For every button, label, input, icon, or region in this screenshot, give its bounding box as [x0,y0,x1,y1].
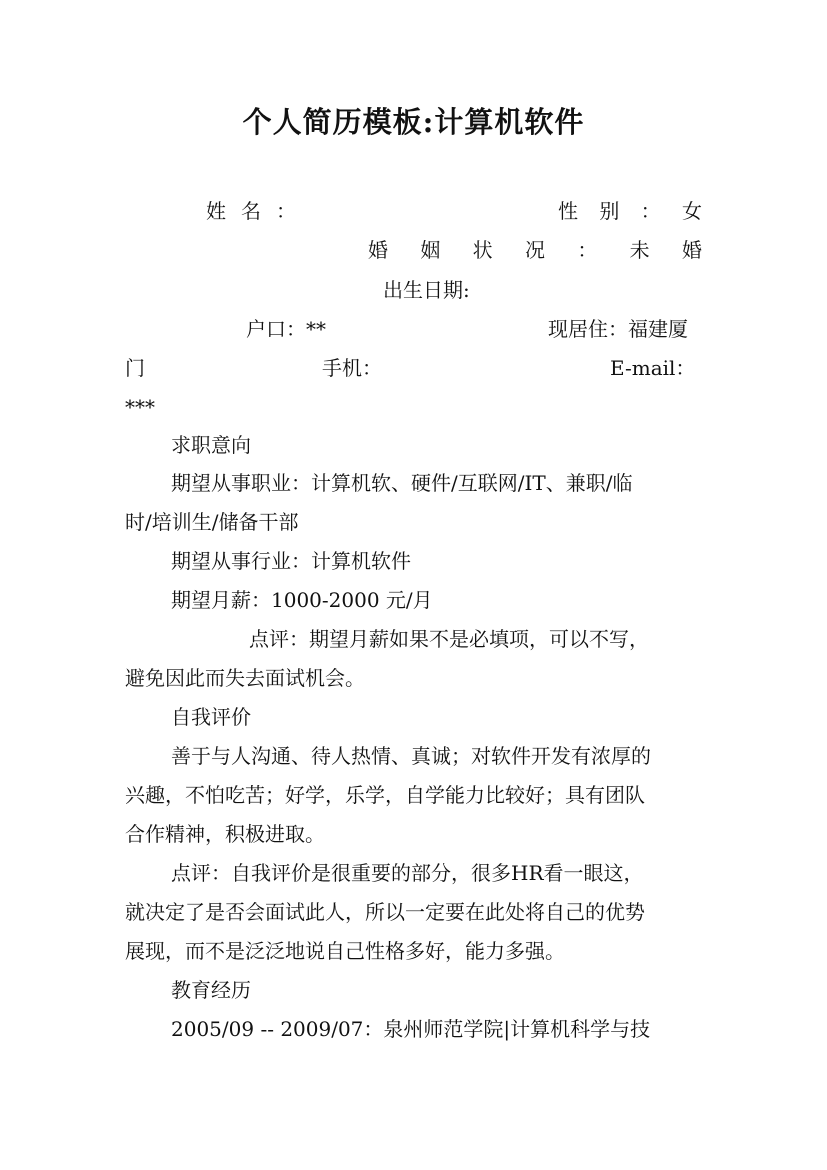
phone-label: 手机： [322,356,382,380]
birth-date-label: 出生日期: [383,278,470,302]
intent-salary: 期望月薪：1000-2000 元/月 [171,588,433,612]
self-evaluation-line-2: 兴趣，不怕吃苦；好学，乐学，自学能力比较好；具有团队 [125,783,645,807]
gender-field: 性 别 ： 女 [558,199,702,223]
education-line-1: 2005/09 -- 2009/07：泉州师范学院|计算机科学与技 [171,1017,651,1041]
job-intent-heading: 求职意向 [171,433,251,457]
email-label: E-mail： [610,356,696,380]
self-comment-line-2: 就决定了是否会面试此人，所以一定要在此处将自己的优势 [125,900,645,924]
self-comment-line-3: 展现，而不是泛泛地说自己性格多好，能力多强。 [125,939,565,963]
intent-job-line-2: 时/培训生/储备干部 [125,510,299,534]
self-comment-line-1: 点评：自我评价是很重要的部分，很多HR看一眼这， [171,861,644,885]
email-value: *** [125,395,155,419]
salary-comment-line-1: 点评：期望月薪如果不是必填项，可以不写， [249,627,649,651]
salary-comment-line-2: 避免因此而失去面试机会。 [125,666,365,690]
education-heading: 教育经历 [171,978,251,1002]
self-evaluation-line-1: 善于与人沟通、待人热情、真诚；对软件开发有浓厚的 [171,744,651,768]
marital-status-field: 婚 姻 状 况 ： 未 婚 [368,238,702,262]
intent-industry: 期望从事行业：计算机软件 [171,549,411,573]
self-evaluation-line-3: 合作精神，积极进取。 [125,822,325,846]
residence-field: 现居住：福建厦 [548,317,688,341]
name-label: 姓 名 ： [206,199,296,223]
residence-continued: 门 [125,356,145,380]
self-evaluation-heading: 自我评价 [171,705,251,729]
document-title: 个人简历模板:计算机软件 [242,105,585,139]
intent-job-line-1: 期望从事职业：计算机软、硬件/互联网/IT、兼职/临 [171,471,633,495]
hukou-field: 户口：** [246,317,326,341]
